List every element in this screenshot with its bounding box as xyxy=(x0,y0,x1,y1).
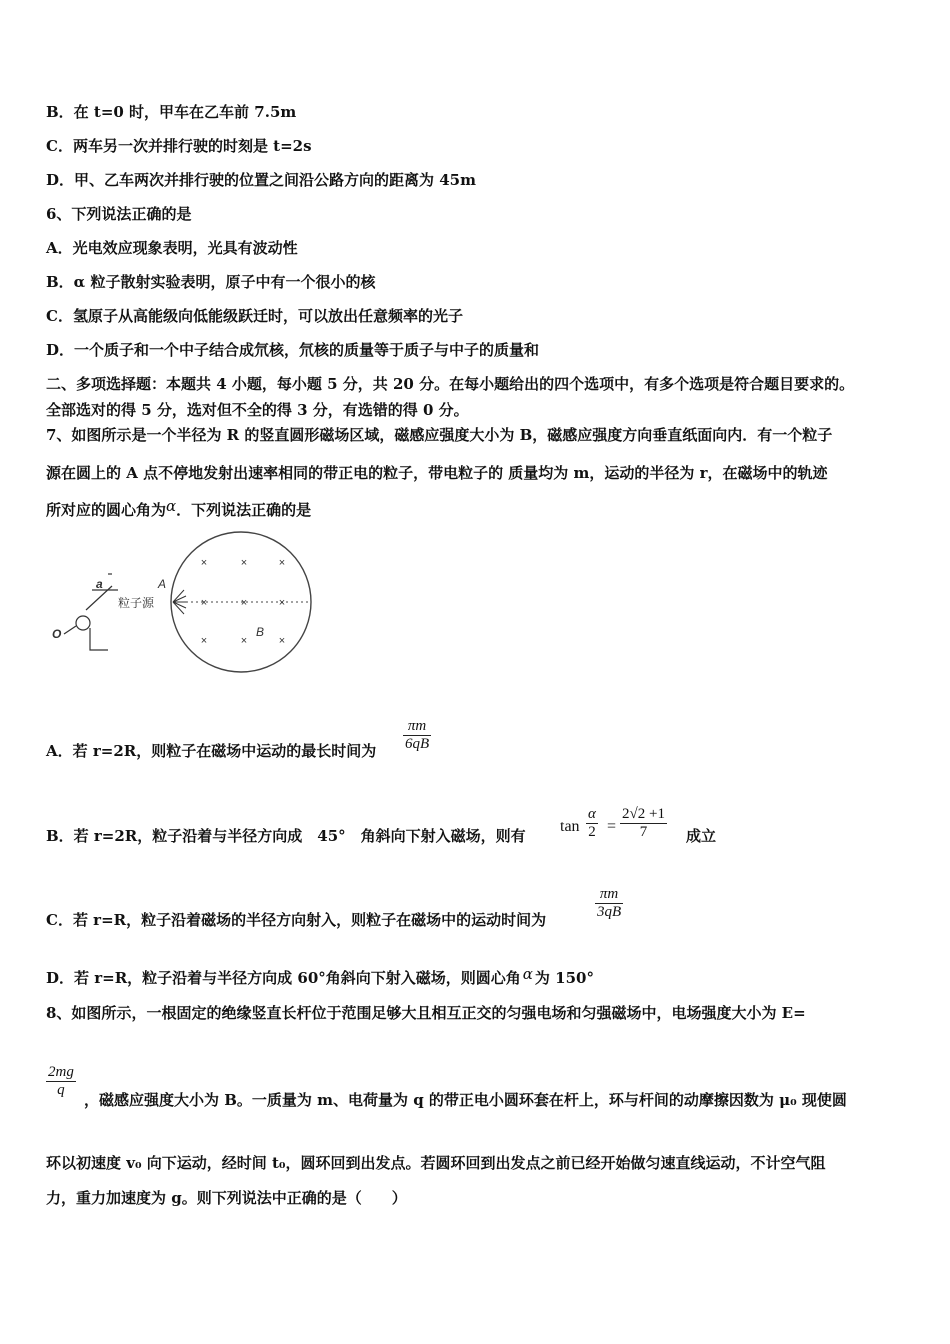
cross-mark: × xyxy=(278,597,286,609)
question-8-stem-line-3: 环以初速度 v₀ 向下运动，经时间 t₀，圆环回到出发点。若圆环回到出发点之前已经开始做匀速直线运动，不计空气阻 xyxy=(46,1154,826,1172)
label-O: O xyxy=(52,627,62,641)
q7-stem-text: 所对应的圆心角为 xyxy=(46,501,167,519)
particle-source-arrows xyxy=(173,590,187,614)
question-8-stem-line-1: 8、如图所示，一根固定的绝缘竖直长杆位于范围足够大且相互正交的匀强电场和匀强磁场中，电场强度大小为 E= xyxy=(46,1004,806,1022)
tan-function: tan xyxy=(560,818,580,835)
section-2-heading: 二、多项选择题：本题共 4 小题，每小题 5 分，共 20 分。在每小题给出的四个选项中，有多个选项是符合题目要求的。 xyxy=(46,375,855,393)
fraction-2mg-over-q xyxy=(46,1064,76,1099)
fraction-alpha-over-2 xyxy=(586,806,598,841)
label-point-A: A xyxy=(158,577,167,591)
question-8-stem-line-2: ，磁感应强度大小为 B。一质量为 m、电荷量为 q 的带正电小圆环套在杆上，环与杆间的动摩擦因数为 μ₀ 现使圆 xyxy=(84,1091,847,1109)
question-8-stem-line-4: 力，重力加速度为 g。则下列说法中正确的是（ ） xyxy=(46,1189,407,1207)
alpha-symbol: α xyxy=(166,497,177,515)
fraction-pi-m-6qB xyxy=(403,718,431,753)
cross-mark: × xyxy=(240,597,248,609)
question-6-option-b: B．α 粒子散射实验表明，原子中有一个很小的核 xyxy=(46,273,376,291)
fraction-pi-m-3qB xyxy=(595,886,623,921)
question-6-stem: 6、下列说法正确的是 xyxy=(46,205,192,223)
cross-mark: × xyxy=(200,557,208,569)
q7-stem-text-end: ．下列说法正确的是 xyxy=(176,501,312,519)
question-7-stem-line-1: 7、如图所示是一个半径为 R 的竖直圆形磁场区域，磁感应强度大小为 B，磁感应强度方向垂直纸面向内．有一个粒子 xyxy=(46,426,833,444)
fraction-denominator: 3qB xyxy=(597,904,622,920)
fraction-denominator: q xyxy=(57,1082,65,1098)
fraction-numerator: 2mg xyxy=(48,1064,74,1080)
option-d-text-end: 为 150° xyxy=(534,969,594,987)
fraction-denominator: 6qB xyxy=(405,736,430,752)
option-b-suffix: 成立 xyxy=(686,827,717,845)
question-7-stem-line-3 xyxy=(46,497,312,520)
question-6-option-d: D．一个质子和一个中子结合成氘核，氘核的质量等于质子与中子的质量和 xyxy=(46,341,540,359)
cross-mark: × xyxy=(278,557,286,569)
question-line-5b: B．在 t=0 时，甲车在乙车前 7.5m xyxy=(46,103,297,121)
equals-sign: = xyxy=(607,818,617,835)
fraction-numerator: 2√2 +1 xyxy=(622,806,665,822)
cross-mark: × xyxy=(278,635,286,647)
question-7-option-b: B．若 r=2R，粒子沿着与半径方向成 45° 角斜向下射入磁场，则有 xyxy=(46,827,526,845)
label-point-B: B xyxy=(256,625,265,639)
fraction-denominator: 7 xyxy=(639,824,648,840)
option-d-text: D．若 r=R，粒子沿着与半径方向成 60°角斜向下射入磁场，则圆心角 xyxy=(46,969,521,987)
fraction-root-expression xyxy=(620,806,667,841)
fraction-denominator: 2 xyxy=(588,824,596,840)
source-apparatus xyxy=(64,574,118,650)
fraction-numerator: πm xyxy=(599,886,619,902)
alpha-symbol: α xyxy=(522,965,533,983)
question-line-5c: C．两车另一次并排行驶的时刻是 t=2s xyxy=(46,137,312,155)
cross-mark: × xyxy=(240,635,248,647)
question-6-option-c: C．氢原子从高能级向低能级跃迁时，可以放出任意频率的光子 xyxy=(46,307,463,325)
fraction-numerator: πm xyxy=(407,718,427,734)
label-particle-source: 粒子源 xyxy=(118,596,155,610)
question-7-option-a: A．若 r=2R，则粒子在磁场中运动的最长时间为 xyxy=(46,742,377,760)
cross-mark: × xyxy=(200,635,208,647)
magnetic-field-figure xyxy=(46,530,336,690)
section-2-scoring: 全部选对的得 5 分，选对但不全的得 3 分，有选错的得 0 分。 xyxy=(46,401,469,419)
question-7-option-d xyxy=(46,965,594,988)
question-line-5d: D．甲、乙车两次并排行驶的位置之间沿公路方向的距离为 45m xyxy=(46,171,476,189)
fraction-numerator: α xyxy=(588,806,596,822)
cross-mark: × xyxy=(240,557,248,569)
cross-mark: × xyxy=(200,597,208,609)
question-7-stem-line-2: 源在圆上的 A 点不停地发射出速率相同的带正电的粒子，带电粒子的 质量均为 m，运动的半径为 r，在磁场中的轨迹 xyxy=(46,464,828,482)
label-a: a xyxy=(96,577,103,591)
question-6-option-a: A．光电效应现象表明，光具有波动性 xyxy=(46,239,298,257)
question-7-option-c: C．若 r=R，粒子沿着磁场的半径方向射入，则粒子在磁场中的运动时间为 xyxy=(46,911,547,929)
